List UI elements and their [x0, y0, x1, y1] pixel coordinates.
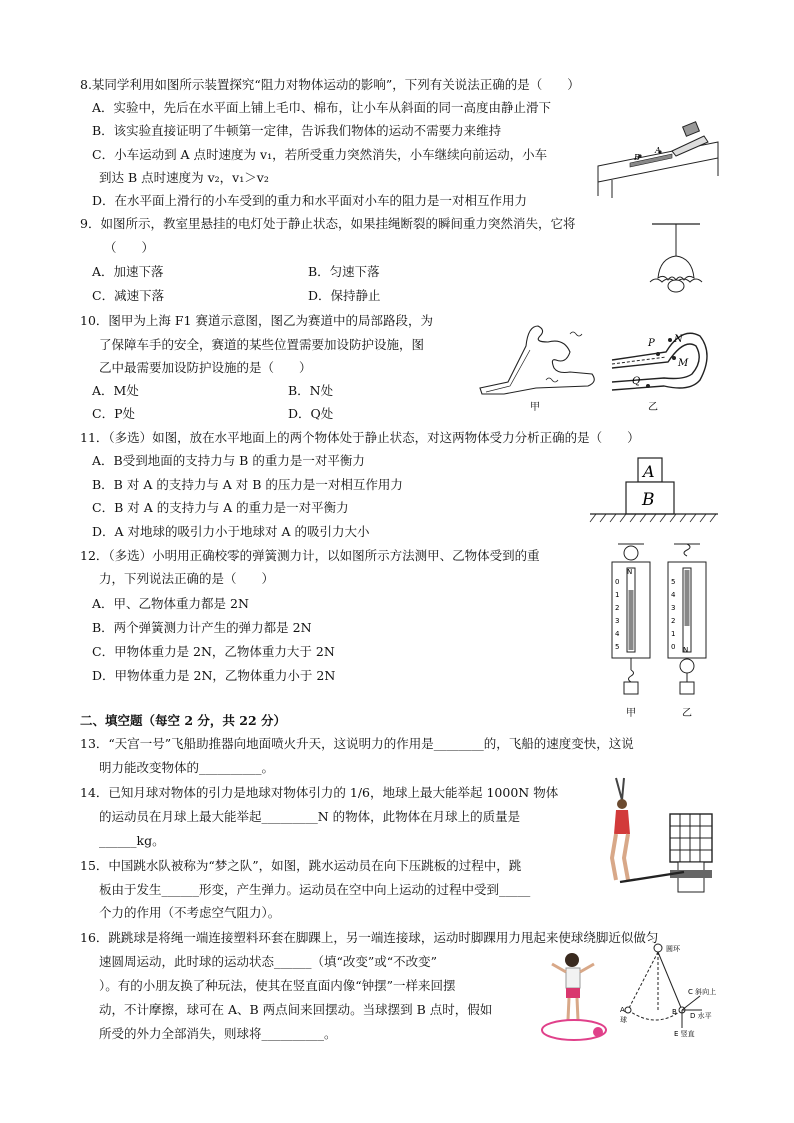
tick-yi-3: 3	[671, 604, 676, 612]
q16-line-4: 动，不计摩擦，球可在 A、B 两点间来回摆动。当球摆到 B 点时，假如	[99, 1002, 493, 1017]
q9-option-a[interactable]: A．加速下落	[92, 264, 164, 279]
q14-line-1: 14．已知月球对物体的引力是地球对物体引力的 1/6，地球上最大能举起 1000N 物体	[80, 785, 559, 800]
tick-yi-0: 0	[671, 643, 676, 651]
tick-yi-2: 2	[671, 617, 676, 625]
f1-track-figure-jia	[474, 312, 604, 416]
q8-stem: 8.某同学利用如图所示装置探究“阻力对物体运动的影响”，下列有关说法正确的是（ ）	[80, 77, 580, 92]
point-a-ball-label: 球	[620, 1016, 627, 1024]
tick-jia-4: 4	[615, 630, 620, 638]
pendulum-diagram	[616, 940, 720, 1040]
q12-stem-2: 力，下列说法正确的是（ ）	[99, 571, 275, 586]
q8-option-a[interactable]: A．实验中，先后在水平面上铺上毛巾、棉布，让小车从斜面的同一高度由静止滑下	[92, 100, 552, 115]
tick-jia-1: 1	[615, 591, 620, 599]
direction-d-label: D 水平	[690, 1012, 712, 1020]
point-a-label: A	[620, 1006, 625, 1014]
point-b-label: B	[672, 1008, 677, 1016]
direction-c-label: C 斜向上	[688, 988, 717, 996]
q14-line-2: 的运动员在月球上最大能举起_________N 的物体，此物体在月球上的质量是	[99, 809, 521, 824]
q12-option-b[interactable]: B．两个弹簧测力计产生的弹力都是 2N	[92, 620, 312, 635]
tick-yi-4: 4	[671, 591, 676, 599]
tick-yi-5: 5	[671, 578, 676, 586]
q16-line-1: 16．跳跳球是将绳一端连接塑料环套在脚踝上，另一端连接球，运动时脚踝用力甩起来使球绕脚近似做匀	[80, 930, 659, 945]
q11-stem: 11．（多选）如图，放在水平地面上的两个物体处于静止状态，对这两物体受力分析正确的是（ ）	[80, 430, 640, 445]
track-section-figure-yi	[608, 316, 718, 416]
q9-option-b[interactable]: B．匀速下落	[308, 264, 380, 279]
q8-option-b[interactable]: B．该实验直接证明了牛顿第一定律，告诉我们物体的运动不需要力来维持	[92, 123, 502, 138]
tick-jia-2: 2	[615, 604, 620, 612]
q15-line-2: 板由于发生______形变，产生弹力。运动员在空中向上运动的过程中受到_____	[99, 882, 531, 897]
q9-option-d[interactable]: D．保持静止	[308, 288, 381, 303]
q9-stem-paren: （ ）	[104, 240, 155, 255]
point-b-label: B	[634, 153, 640, 162]
label-n: N	[674, 334, 683, 345]
q10-option-a[interactable]: A．M处	[92, 383, 139, 398]
q11-option-b[interactable]: B．B 对 A 的支持力与 A 对 B 的压力是一对相互作用力	[92, 477, 403, 492]
scale-caption-yi: 乙	[682, 708, 692, 719]
q10-stem: 10．图甲为上海 F1 赛道示意图，图乙为赛道中的局部路段，为	[80, 313, 433, 328]
q16-line-3: ）。有的小朋友换了种玩法，使其在竖直面内像“钟摆”一样来回摆	[99, 978, 456, 993]
figure-caption-yi: 乙	[648, 402, 658, 413]
q12-option-c[interactable]: C．甲物体重力是 2N，乙物体重力大于 2N	[92, 644, 335, 659]
q8-option-c-cont: 到达 B 点时速度为 v₂，v₁＞v₂	[99, 170, 269, 185]
point-a-label: A	[655, 146, 661, 155]
q8-option-c[interactable]: C．小车运动到 A 点时速度为 v₁，若所受重力突然消失，小车继续向前运动，小车	[92, 147, 548, 162]
scale-n-yi: N	[683, 646, 689, 654]
block-a-label: A	[643, 462, 655, 481]
diver-springboard-figure	[594, 776, 720, 894]
q12-stem: 12．（多选）小明用正确校零的弹簧测力计，以如图所示方法测甲、乙物体受到的重	[80, 548, 540, 563]
q10-option-b[interactable]: B．N处	[288, 383, 334, 398]
label-q: Q	[632, 376, 641, 387]
q16-line-2: 速圆周运动，此时球的运动状态______（填“改变”或“不改变”	[99, 954, 438, 969]
q13-line-2: 明力能改变物体的__________。	[99, 760, 275, 775]
stacked-blocks-figure	[588, 452, 720, 530]
tick-jia-0: 0	[615, 578, 620, 586]
q13-line-1: 13．“天宫一号”飞船助推器向地面喷火升天，这说明力的作用是________的，飞船的速度变快，这说	[80, 736, 634, 751]
q11-option-c[interactable]: C．B 对 A 的支持力与 A 的重力是一对平衡力	[92, 500, 349, 515]
q10-stem-2: 了保障车手的安全，赛道的某些位置需要加设防护设施，图	[99, 337, 425, 352]
q10-stem-3: 乙中最需要加设防护设施的是（ ）	[99, 360, 312, 375]
q10-option-d[interactable]: D．Q处	[288, 406, 334, 421]
q9-stem: 9．如图所示，教室里悬挂的电灯处于静止状态，如果挂绳断裂的瞬间重力突然消失，它将	[80, 216, 576, 231]
tick-yi-1: 1	[671, 630, 676, 638]
q12-option-d[interactable]: D．甲物体重力是 2N，乙物体重力小于 2N	[92, 668, 336, 683]
q12-option-a[interactable]: A．甲、乙物体重力都是 2N	[92, 596, 249, 611]
block-b-label: B	[642, 490, 655, 510]
label-m: M	[678, 358, 689, 369]
q14-line-3: ______kg。	[99, 833, 165, 848]
incline-cart-figure	[592, 118, 724, 198]
q8-option-d[interactable]: D．在水平面上滑行的小车受到的重力和水平面对小车的阻力是一对相互作用力	[92, 193, 528, 208]
child-jump-ball-figure	[536, 950, 612, 1046]
q15-line-3: 个力的作用（不考虑空气阻力）。	[99, 905, 281, 920]
scale-n-jia: N	[627, 568, 633, 576]
direction-e-label: E 竖直	[674, 1030, 695, 1038]
section-heading-fill-in: 二、填空题（每空 2 分，共 22 分）	[80, 713, 287, 728]
q15-line-1: 15．中国跳水队被称为“梦之队”，如图，跳水运动员在向下压跳板的过程中，跳	[80, 858, 522, 873]
q16-line-5: 所受的外力全部消失，则球将__________。	[99, 1026, 337, 1041]
hanging-lamp-figure	[636, 220, 716, 298]
tick-jia-5: 5	[615, 643, 620, 651]
q11-option-d[interactable]: D．A 对地球的吸引力小于地球对 A 的吸引力大小	[92, 524, 370, 539]
label-p: P	[648, 338, 655, 349]
figure-caption-jia: 甲	[530, 402, 540, 413]
q10-option-c[interactable]: C．P处	[92, 406, 135, 421]
pivot-label: 圆环	[666, 945, 680, 953]
scale-caption-jia: 甲	[626, 708, 636, 719]
tick-jia-3: 3	[615, 617, 620, 625]
q9-option-c[interactable]: C．减速下落	[92, 288, 165, 303]
spring-scales-figure	[604, 540, 716, 722]
q11-option-a[interactable]: A．B受到地面的支持力与 B 的重力是一对平衡力	[92, 453, 365, 468]
